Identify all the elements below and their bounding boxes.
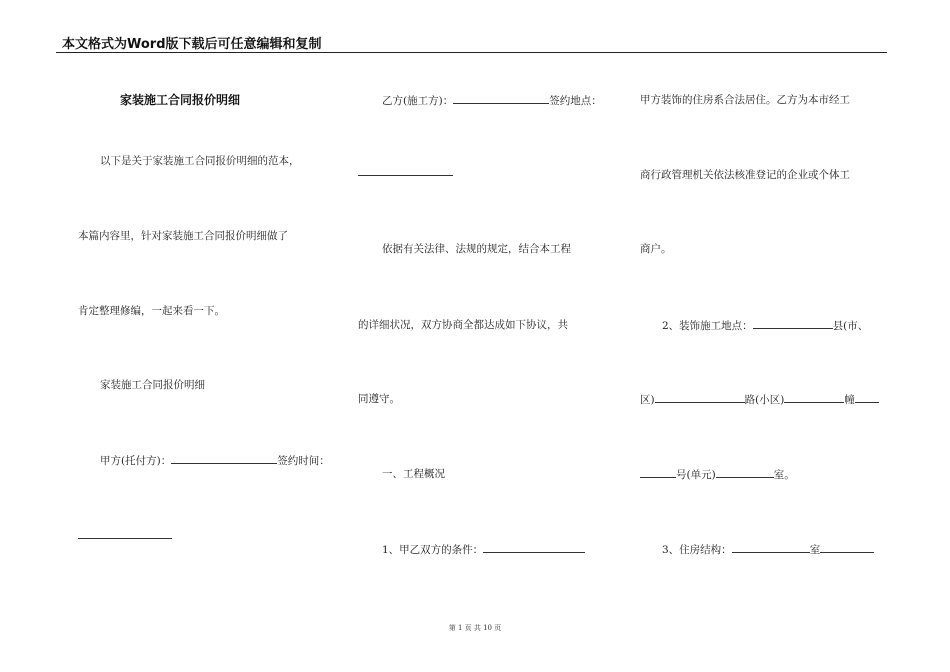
sign-time-label: 签约时间： (277, 455, 330, 467)
party-b-label: 乙方(施工方)： (382, 95, 454, 107)
basis-line-1: 依据有关法律、法规的规定，结合本工程 (382, 243, 571, 255)
party-a-line (100, 453, 330, 468)
section-project-overview: 一、工程概况 (382, 468, 445, 480)
sign-place-blank[interactable] (358, 165, 453, 176)
item-2-label: 2、装饰施工地点： (662, 320, 753, 332)
building-label: 幢 (844, 394, 855, 406)
room-label: 室。 (773, 469, 795, 481)
header-divider (56, 52, 887, 53)
intro-line-1: 以下是关于家装施工合同报价明细的范本， (100, 155, 300, 167)
party-a-blank[interactable] (171, 453, 277, 464)
road-label: 路(小区) (744, 394, 785, 406)
sign-time-blank[interactable] (78, 528, 172, 539)
basis-line-2: 的详细状况，双方协商全都达成如下协议，共 (358, 319, 568, 331)
housing-line-1: 甲方装饰的住房系合法居住。乙方为本市经工 (640, 94, 850, 106)
basis-line-3: 同遵守。 (358, 393, 400, 405)
structure-tail-blank[interactable] (820, 542, 874, 553)
county-blank[interactable] (753, 318, 833, 329)
building-blank[interactable] (784, 392, 844, 403)
housing-line-3: 商户。 (640, 243, 672, 255)
sign-place-line (358, 165, 453, 176)
item-3-line (662, 542, 874, 557)
party-a-label: 甲方(托付方)： (100, 455, 172, 467)
road-blank[interactable] (655, 392, 745, 403)
structure-room-label: 室 (809, 544, 821, 556)
party-b-line (382, 93, 602, 108)
section-heading: 家装施工合同报价明细 (100, 379, 205, 391)
page-number: 第 1 页 共 10 页 (448, 624, 502, 632)
document-title: 家装施工合同报价明细 (120, 93, 241, 107)
item-3-label: 3、住房结构： (662, 544, 732, 556)
intro-line-3: 肯定整理修编，一起来看一下。 (78, 305, 225, 317)
intro-line-2: 本篇内容里，针对家装施工合同报价明细做了 (78, 230, 288, 242)
party-b-blank[interactable] (453, 93, 549, 104)
item-2-line (662, 318, 868, 333)
sign-time-line (78, 528, 172, 539)
document-banner: 本文格式为Word版下载后可任意编辑和复制 (62, 37, 322, 52)
address-line (640, 392, 879, 407)
item-1-label: 1、甲乙双方的条件： (382, 544, 484, 556)
housing-line-2: 商行政管理机关依法核准登记的企业或个体工 (640, 169, 850, 181)
building-tail-blank[interactable] (855, 392, 879, 403)
room-blank[interactable] (716, 467, 774, 478)
item-1-line (382, 542, 585, 557)
item-1-blank[interactable] (483, 542, 585, 553)
county-label: 县(市、 (832, 320, 869, 332)
unit-label: 号(单元) (676, 469, 716, 481)
structure-blank[interactable] (732, 542, 810, 553)
unit-number-blank[interactable] (640, 467, 676, 478)
unit-line (640, 467, 795, 482)
sign-place-label: 签约地点： (549, 95, 602, 107)
district-label: 区) (640, 394, 655, 406)
